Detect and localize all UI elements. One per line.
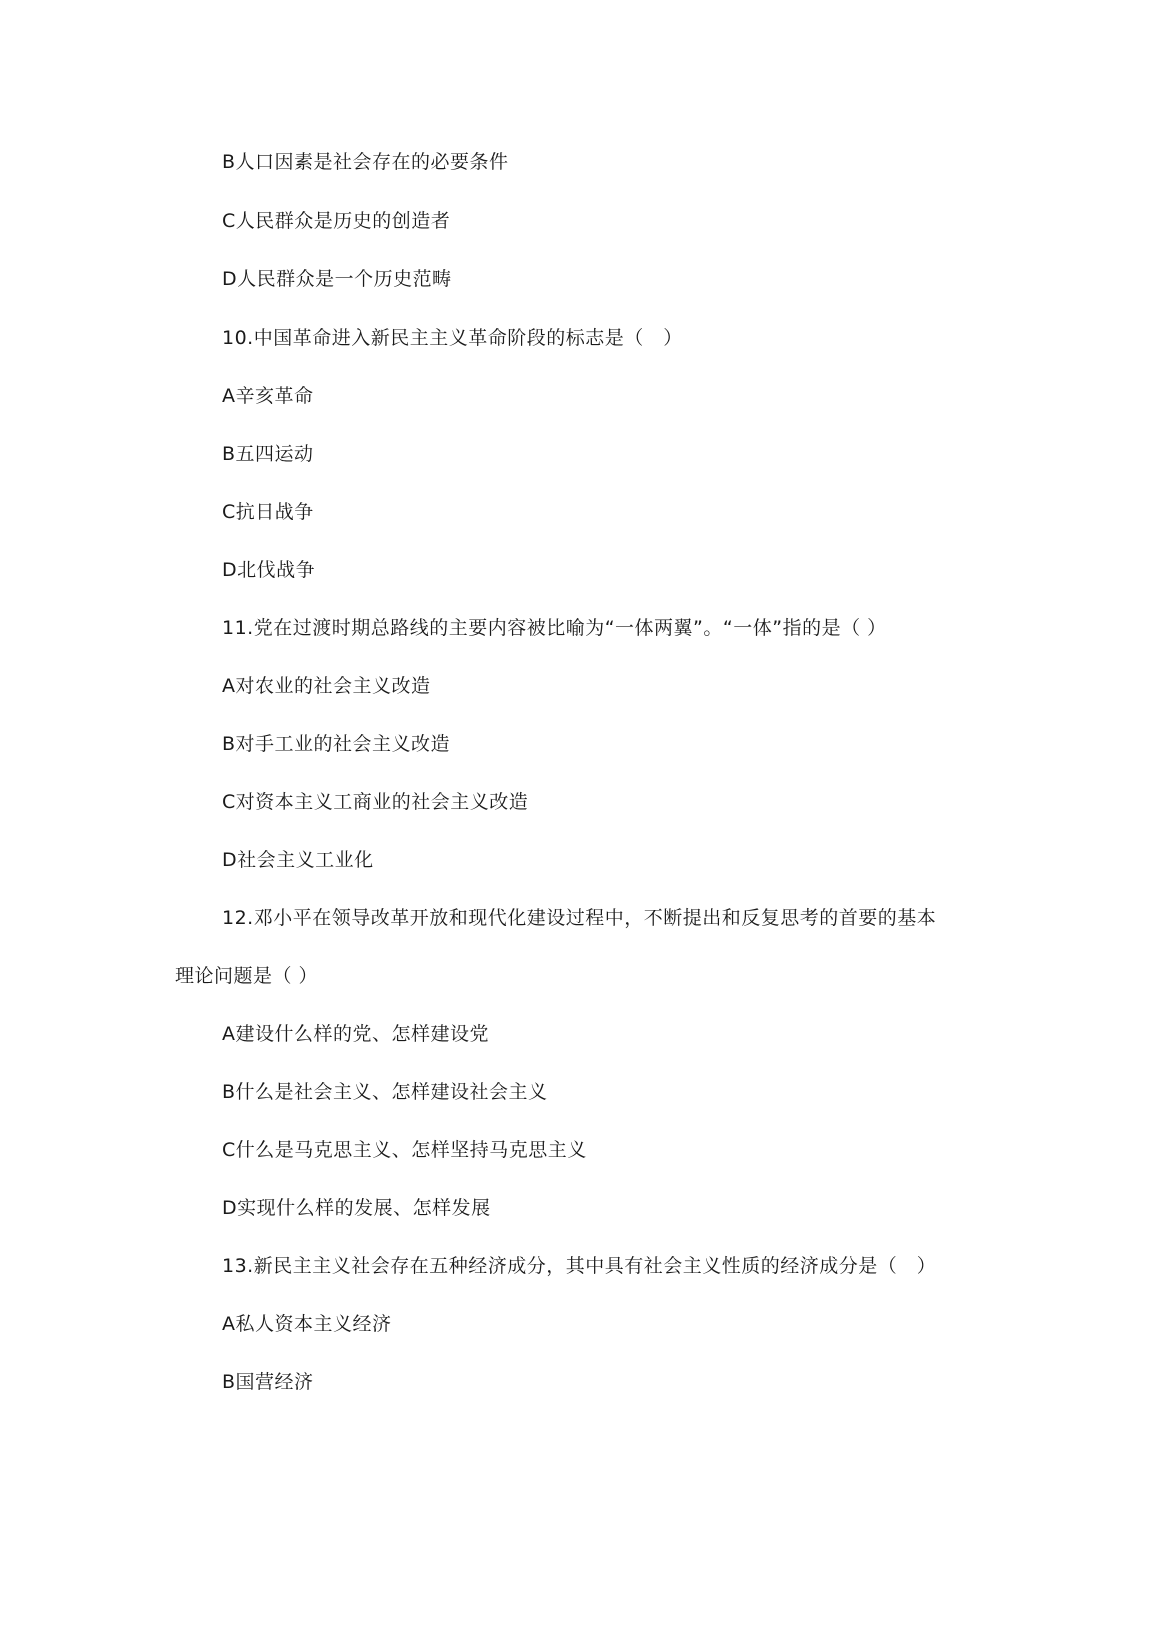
option-line: B对手工业的社会主义改造 [222,733,451,755]
question-line: 10.中国革命进入新民主主义革命阶段的标志是（ ） [222,327,683,349]
option-line: D人民群众是一个历史范畴 [222,268,452,290]
option-line: B什么是社会主义、怎样建设社会主义 [222,1081,548,1103]
option-line: D社会主义工业化 [222,849,374,871]
option-line: A建设什么样的党、怎样建设党 [222,1023,489,1045]
question-line: 13.新民主主义社会存在五种经济成分，其中具有社会主义性质的经济成分是（ ） [222,1255,937,1277]
option-line: D北伐战争 [222,559,316,581]
option-line: C对资本主义工商业的社会主义改造 [222,791,529,813]
option-line: B五四运动 [222,443,314,465]
option-line: A辛亥革命 [222,385,314,407]
option-line: A私人资本主义经济 [222,1313,392,1335]
option-line: B人口因素是社会存在的必要条件 [222,151,509,173]
question-continuation: 理论问题是（ ） [175,965,319,987]
question-line: 12.邓小平在领导改革开放和现代化建设过程中，不断提出和反复思考的首要的基本 [222,907,937,929]
question-line: 11.党在过渡时期总路线的主要内容被比喻为“一体两翼”。“一体”指的是（ ） [222,617,887,639]
option-line: A对农业的社会主义改造 [222,675,431,697]
option-line: C什么是马克思主义、怎样坚持马克思主义 [222,1139,587,1161]
option-line: B国营经济 [222,1371,314,1393]
option-line: C人民群众是历史的创造者 [222,210,451,232]
option-line: C抗日战争 [222,501,314,523]
option-line: D实现什么样的发展、怎样发展 [222,1197,491,1219]
